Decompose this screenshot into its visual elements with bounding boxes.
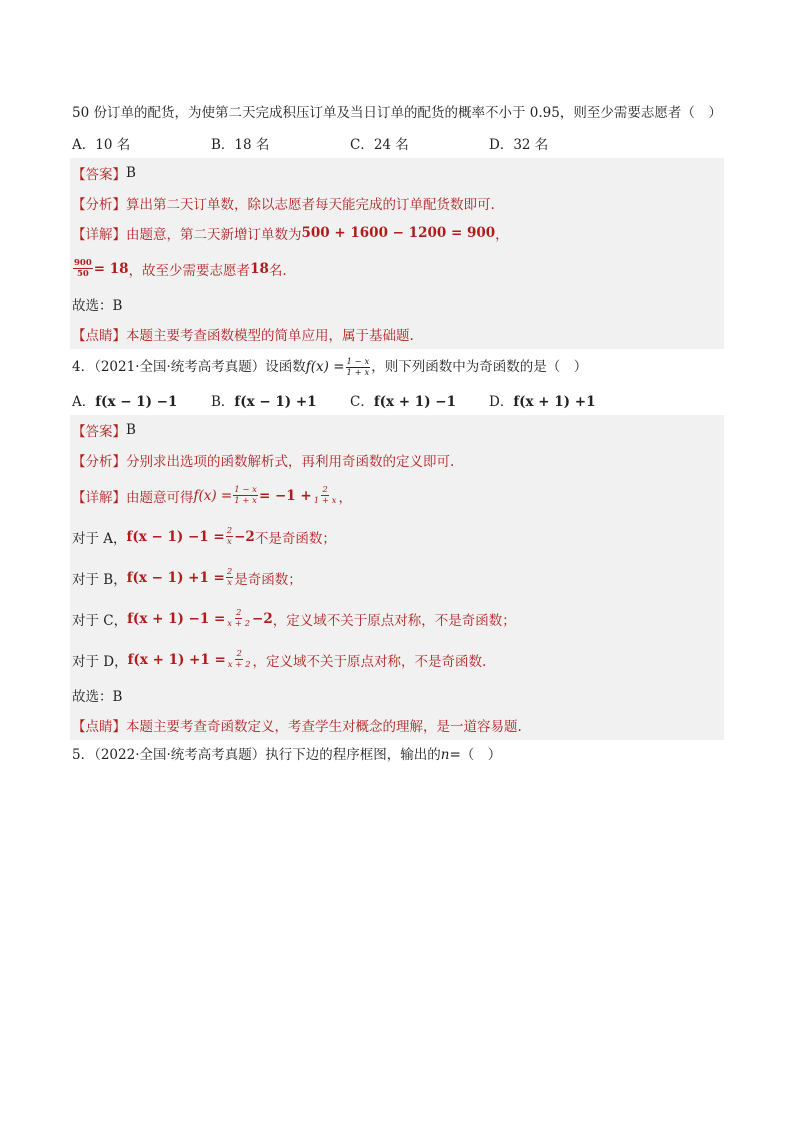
detail-tag: 【详解】 <box>72 227 126 243</box>
q3-detail2-row <box>72 248 724 289</box>
case-text: 不是奇函数； <box>254 530 336 547</box>
q4-options <box>72 385 724 415</box>
q3-detail2-text: ，故至少需要志愿者 <box>128 262 251 279</box>
q4-solution-box <box>70 415 724 740</box>
analysis-tag: 【分析】 <box>72 197 126 213</box>
case-text: ，定义域不关于原点对称，不是奇函数. <box>252 653 487 670</box>
q4-detail-frac1 <box>233 485 258 506</box>
q3-fraction-num: 900 <box>74 258 92 268</box>
option-letter: C． <box>350 394 374 410</box>
q4-detail-frac2-den: 1 + x <box>313 496 337 506</box>
case-fraction-den: x <box>227 537 232 547</box>
case-label: 对于 C， <box>72 612 128 629</box>
case-fraction-num: 2 <box>236 649 242 659</box>
option-expr: f(x − 1) −1 <box>95 394 178 410</box>
option-expr: f(x + 1) +1 <box>513 394 596 410</box>
q3-option-d: D．32 名 <box>489 137 549 153</box>
case-fraction <box>226 567 233 588</box>
q4-answer-row <box>72 415 724 445</box>
option-expr: f(x + 1) −1 <box>373 394 456 410</box>
q4-case-a <box>72 516 724 557</box>
q4-stem-den: 1 + x <box>346 367 370 378</box>
q3-detail2-expr: = 18 <box>93 260 129 277</box>
option-expr: f(x − 1) +1 <box>234 394 317 410</box>
detail-tag: 【详解】 <box>72 489 126 506</box>
q4-option-c <box>350 390 489 410</box>
q4-case-d <box>72 639 724 680</box>
q4-detail-pre: 由题意可得 <box>126 489 194 506</box>
q3-options <box>72 128 724 158</box>
case-fraction-den: x <box>227 578 232 588</box>
q4-comment-text: 本题主要考查奇函数定义，考查学生对概念的理解，是一道容易题. <box>126 719 522 735</box>
q5-stem-pre: 5．（2022·全国·统考高考真题）执行下边的程序框图，输出的 <box>72 747 441 763</box>
q3-analysis-row <box>72 188 724 218</box>
case-expr: f(x − 1) +1 = <box>126 569 225 586</box>
option-letter: B． <box>211 394 235 410</box>
case-expr: f(x − 1) −1 = <box>126 528 225 545</box>
q3-detail2-end: 名. <box>268 262 287 279</box>
q3-solution-box <box>70 158 724 349</box>
q5-stem <box>72 740 724 770</box>
case-fraction-num: 2 <box>226 567 233 577</box>
q4-stem-fraction <box>346 357 371 378</box>
q4-detail-frac2-num: 2 <box>322 485 328 495</box>
case-tail: −2 <box>234 528 255 545</box>
option-letter: D． <box>489 394 514 410</box>
q4-choose-row: 故选：B <box>72 689 123 705</box>
comment-tag: 【点睛】 <box>72 719 126 735</box>
q4-stem-fx: f(x) = <box>305 359 345 375</box>
q4-analysis-text: 分别求出选项的函数解析式，再利用奇函数的定义即可. <box>126 454 455 470</box>
q4-stem-pre: 4．（2021·全国·统考高考真题）设函数 <box>72 359 306 375</box>
q3-answer-row <box>72 158 724 188</box>
case-fraction <box>226 526 233 547</box>
q4-option-a <box>72 390 211 410</box>
comment-tag: 【点睛】 <box>72 328 126 344</box>
q3-fraction-den: 50 <box>76 269 89 279</box>
q3-choose-row: 故选：B <box>72 298 123 314</box>
q3-comment-row <box>72 319 724 349</box>
case-fraction <box>226 608 251 629</box>
q3-answer: B <box>126 165 136 181</box>
case-label: 对于 A， <box>72 530 127 547</box>
q4-stem <box>72 349 724 385</box>
q4-detail-row <box>72 475 724 516</box>
q4-stem-num: 1 − x <box>346 356 370 367</box>
case-text: 是奇函数； <box>234 571 302 588</box>
q3-option-a: A．10 名 <box>72 137 131 153</box>
q4-option-d <box>489 390 628 410</box>
q4-case-c <box>72 598 724 639</box>
q3-comment-text: 本题主要考查函数模型的简单应用，属于基础题. <box>126 328 414 344</box>
q4-detail-mid: = −1 + <box>258 487 312 504</box>
q4-analysis-row <box>72 445 724 475</box>
q4-comment-row <box>72 710 724 740</box>
case-fraction-num: 2 <box>226 526 233 536</box>
q5-stem-post: =（ ） <box>449 747 502 763</box>
q4-stem-post: ，则下列函数中为奇函数的是（ ） <box>371 359 588 375</box>
case-fraction-den: x + 2 <box>227 660 251 670</box>
document-page <box>72 98 724 770</box>
case-text: ，定义域不关于原点对称，不是奇函数； <box>272 612 516 629</box>
case-expr: f(x + 1) −1 = <box>127 610 226 627</box>
q4-answer: B <box>126 422 136 438</box>
case-fraction-num: 2 <box>235 608 242 618</box>
q3-detail-expr: 500 + 1600 − 1200 = 900 <box>301 225 496 241</box>
q4-detail-frac1-den: 1 + x <box>234 496 257 506</box>
analysis-tag: 【分析】 <box>72 454 126 470</box>
answer-tag: 【答案】 <box>72 424 126 440</box>
q4-detail-end: ， <box>338 489 352 506</box>
q5-stem-var: n <box>440 747 450 763</box>
q3-stem: 50 份订单的配货，为使第二天完成积压订单及当日订单的配货的概率不小于 0.95，则至少需要志愿者（ ） <box>72 105 722 121</box>
q3-analysis-text: 算出第二天订单数，除以志愿者每天能完成的订单配货数即可. <box>126 197 495 213</box>
q3-fraction <box>73 258 93 279</box>
q3-option-c: C．24 名 <box>350 137 409 153</box>
case-fraction-den: x + 2 <box>227 619 251 629</box>
q4-detail-frac1-num: 1 − x <box>234 485 257 495</box>
q3-detail-row <box>72 218 724 248</box>
case-tail: −2 <box>252 610 273 627</box>
option-letter: A． <box>72 394 96 410</box>
q3-detail-text: 由题意，第二天新增订单数为 <box>126 227 302 243</box>
case-expr: f(x + 1) +1 = <box>127 651 226 668</box>
q3-detail-post: ， <box>495 227 509 243</box>
answer-tag: 【答案】 <box>72 167 126 183</box>
case-label: 对于 D， <box>72 653 128 670</box>
q3-option-b: B．18 名 <box>211 137 270 153</box>
case-label: 对于 B， <box>72 571 127 588</box>
q4-detail-frac2 <box>313 485 338 506</box>
q3-detail2-val: 18 <box>250 260 269 277</box>
case-fraction <box>227 649 252 670</box>
q4-detail-fx: f(x) = <box>193 487 233 504</box>
q4-case-b <box>72 557 724 598</box>
q4-option-b <box>211 390 350 410</box>
